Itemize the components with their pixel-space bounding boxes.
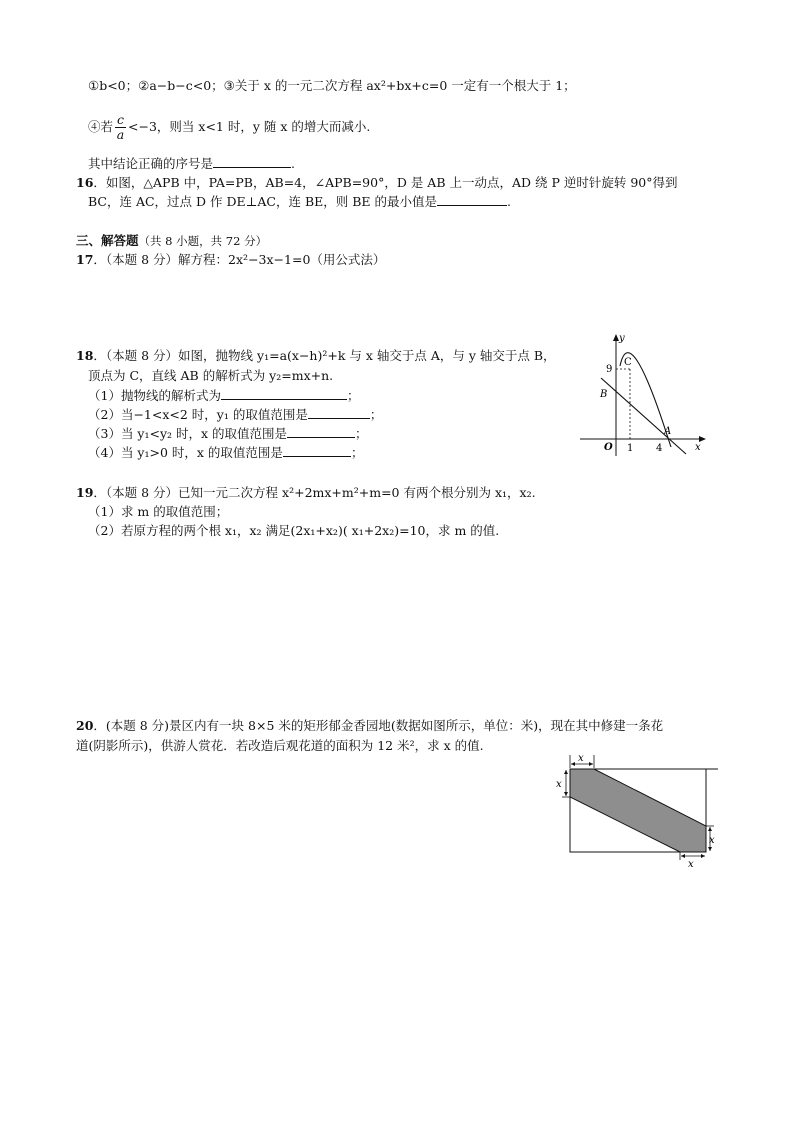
q20-label-x-bottom: x	[688, 859, 694, 870]
q20-dim-bottom-arrow-l	[681, 854, 685, 858]
q17-line	[76, 251, 385, 269]
q20-dim-right-arrow-t	[708, 827, 712, 831]
q20-label-x-left: x	[556, 779, 562, 790]
q16-number: 16	[76, 175, 94, 190]
q20-line1	[76, 717, 663, 735]
q15-conclusions-line: ①b<0；②a−b−c<0；③关于 x 的一元二次方程 ax²+bx+c=0 一定有一个根大于 1；	[88, 78, 576, 93]
section3-heading	[76, 232, 267, 250]
q18-sub3-text: （3）当 y₁<y₂ 时，x 的取值范围是	[88, 426, 288, 441]
q18-graph-figure	[576, 330, 710, 460]
q18-sub2-end: ；	[369, 407, 383, 422]
q18-label-o: O	[604, 442, 613, 453]
q18-tick-1: 1	[627, 443, 634, 454]
q19-text1: ．（本题 8 分）已知一元二次方程 x²+2mx+m²+m=0 有两个根分别为 x₁，x₂.	[93, 485, 536, 500]
q18-label-x: x	[695, 442, 701, 453]
q20-flower-path	[570, 769, 706, 852]
section3-title: 三、解答题	[76, 233, 139, 248]
q20-dim-bottom-arrow-r	[701, 854, 705, 858]
q18-text1: ．（本题 8 分）如图，抛物线 y₁=a(x−h)²+k 与 x 轴交于点 A，与 y 轴交于点 B，	[93, 348, 556, 363]
q18-label-c: C	[624, 357, 632, 368]
q18-sub3-end: ；	[355, 426, 368, 441]
q18-sub4-end: ；	[350, 445, 364, 460]
section3-note: （共 8 小题，共 72 分）	[138, 234, 268, 248]
q18-tick-9: 9	[606, 364, 613, 375]
q15-item4-post: <−3，则当 x<1 时，y 随 x 的增大而减小.	[128, 119, 371, 134]
q19-sub2: （2）若原方程的两个根 x₁，x₂ 满足(2x₁+x₂)( x₁+2x₂)=10，求 m 的值.	[88, 523, 500, 538]
q16-text2: BC，连 AC，过点 D 作 DE⊥AC，连 BE，则 BE 的最小值是	[88, 194, 438, 209]
q20-dim-left-arrow-b	[564, 792, 568, 796]
q18-number: 18	[76, 348, 94, 363]
q18-sub4	[88, 444, 363, 462]
q15-conclusion-4	[88, 110, 370, 144]
q18-line-ab	[601, 378, 686, 454]
q18-sub2-text: （2）当−1<x<2 时，y₁ 的取值范围是	[88, 407, 308, 422]
q15-prompt-end: .	[291, 156, 295, 171]
q15-fraction-den: a	[116, 127, 125, 142]
q20-line2: 道(阴影所示)，供游人赏花．若改造后观花道的面积为 12 米²，求 x 的值.	[76, 738, 484, 753]
q18-sub4-text: （4）当 y₁>0 时，x 的取值范围是	[88, 445, 283, 460]
q20-label-x-right: x	[709, 835, 715, 846]
q20-dim-top-arrow-l	[571, 762, 575, 766]
q15-prompt-text: 其中结论正确的序号是	[88, 156, 214, 171]
q18-sub1-blank[interactable]	[221, 387, 347, 400]
q18-sub4-blank[interactable]	[283, 444, 351, 457]
q17-number: 17	[76, 252, 94, 267]
q16-answer-blank[interactable]	[437, 193, 507, 206]
q18-sub3	[88, 425, 368, 443]
q18-sub2-blank[interactable]	[308, 406, 370, 419]
q17-text: ．（本题 8 分）解方程：2x²−3x−1=0（用公式法）	[93, 252, 386, 267]
q20-number: 20	[76, 718, 94, 733]
q18-sub1	[88, 387, 359, 405]
q15-answer-blank[interactable]	[213, 155, 291, 168]
q20-dim-left-arrow-t	[564, 770, 568, 774]
q19-number: 19	[76, 485, 94, 500]
q18-label-y: y	[619, 333, 625, 344]
q18-label-b: B	[600, 389, 608, 400]
q15-item4-pre: ④若	[88, 119, 114, 134]
q18-sub3-blank[interactable]	[287, 425, 355, 438]
q16-end: .	[507, 194, 512, 209]
q20-dim-right-arrow-b	[708, 847, 712, 851]
q16-line1	[76, 174, 678, 192]
q16-text1: ．如图，△APB 中，PA=PB，AB=4，∠APB=90°，D 是 AB 上一动点，AD 绕 P 逆时针旋转 90°得到	[93, 175, 678, 190]
q18-sub1-text: （1）抛物线的解析式为	[88, 388, 221, 403]
q18-label-a: A	[664, 426, 672, 437]
q18-tick-4: 4	[656, 443, 663, 454]
q15-fraction	[115, 113, 126, 142]
q15-fraction-num: c	[117, 112, 125, 127]
q18-line1	[76, 347, 556, 365]
q18-line2: 顶点为 C，直线 AB 的解析式为 y₂=mx+n.	[88, 368, 334, 383]
q16-line2	[88, 193, 511, 211]
q18-sub1-end: ；	[346, 388, 360, 403]
q20-label-x-top: x	[578, 753, 584, 764]
q20-dim-top-arrow-r	[589, 762, 593, 766]
q20-garden-figure	[554, 752, 724, 870]
q19-sub1: （1）求 m 的取值范围；	[88, 504, 229, 519]
q19-line1	[76, 484, 536, 502]
q20-text1: ．(本题 8 分)景区内有一块 8×5 米的矩形郁金香园地(数据如图所示，单位：米)，现在其中修建一条花	[93, 718, 664, 733]
q15-prompt	[88, 155, 295, 173]
q18-sub2	[88, 406, 382, 424]
